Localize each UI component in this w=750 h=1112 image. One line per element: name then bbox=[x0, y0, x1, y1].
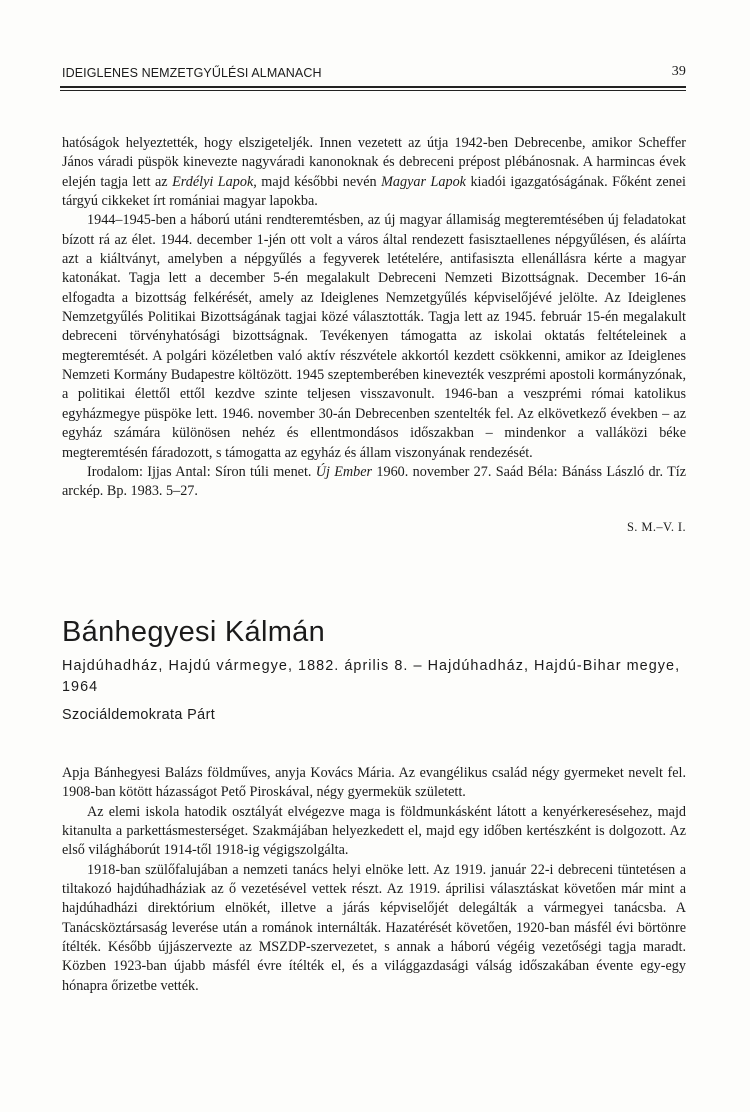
paragraph: 1944–1945-ben a háború utáni rendteremtésben, az új magyar államiság megteremtésében új feladatokat bízott rá az élet. 1944. december 1-jén ott volt a város által rendezett fasisztaellenes népgyűlésen, és aláírta azt a kiáltványt, amelyben a népgyűlés a fegyverek letételére, antifasiszta ellenállásra kérte a magyar katonákat. Tagja lett a december 5-én megalakult Debreceni Nemzeti Bizottságnak. December 16-án elfogadta a bizottság felkérését, amely az Ideiglenes Nemzetgyűlés képviselőjévé jelölte. Az Ideiglenes Nemzetgyűlés Politikai Bizottságának tagjai közé választották. Tagja lett az 1945. február 15-én megalakult debreceni törvényhatósági bizottságnak. Tevékenyen támogatta az iskolai oktatás feltételeinek a megteremtését. A polgári közéletben való aktív részvétele akkortól kezdett csökkenni, amikor az Ideiglenes Nemzeti Kormány Budapestre költözött. 1945 szeptemberében kinevezték veszprémi apostoli kormányzónak, a politikai élettől ettől kezdve szinte teljesen visszavonult. 1946-ban a veszprémi római katolikus egyházmegye püspöke lett. 1946. november 30-án Debrecenben szentelték fel. Az elkövetkező években – az egyház számára különösen nehéz és ellentmondásos időszakban – mindenkor a valláközi béke megteremtésén fáradozott, s támogatta az egyház és állam viszonyának rendezését. bbox=[62, 212, 686, 461]
italic-title: Új Ember bbox=[315, 463, 373, 480]
paragraph: Apja Bánhegyesi Balázs földműves, anyja Kovács Mária. Az evangélikus család négy gyermeket nevelt fel. 1908-ban kötött házasságot Pető Piroskával, négy gyermekük született. bbox=[62, 765, 686, 801]
running-head-title: IDEIGLENES NEMZETGYŰLÉSI ALMANACH bbox=[62, 66, 322, 80]
paragraph bbox=[62, 134, 686, 211]
header-rule-thin bbox=[60, 90, 686, 91]
text-run: hatóságok helyeztették, hogy elszigeteljék. Innen vezetett az útja 1942-ben Debrecenbe, amikor Scheffer János váradi püspök kinevezte nagyváradi kanonoknak és debreceni prépost plébánosnak. A harmincas évek elején tagja lett az bbox=[62, 135, 686, 190]
italic-title: Magyar Lapok bbox=[381, 173, 466, 190]
page-number: 39 bbox=[671, 64, 686, 79]
entry-body bbox=[62, 764, 686, 996]
text-run: Irodalom: Ijjas Antal: Síron túli menet. bbox=[87, 463, 316, 480]
header-rule-thick bbox=[60, 86, 686, 88]
text-run: majd későbbi nevén bbox=[256, 173, 382, 190]
entry-birth-death: Hajdúhadház, Hajdú vármegye, 1882. április 8. – Hajdúhadház, Hajdú-Bihar megye, 1964 bbox=[62, 658, 681, 695]
author-signature: S. M.–V. I. bbox=[626, 520, 686, 534]
entry-continuation bbox=[62, 134, 686, 502]
entry-party: Szociáldemokrata Párt bbox=[62, 707, 216, 723]
entry-heading: Bánhegyesi Kálmán bbox=[62, 616, 326, 648]
bibliography bbox=[62, 463, 686, 502]
paragraph: 1918-ban szülőfalujában a nemzeti tanács helyi elnöke lett. Az 1919. január 22-i debreceni tüntetésen a tiltakozó hajdúhadháziak az ő vezetésével vettek részt. Az 1919. áprilisi választáskat követően már mint a hajdúhadházi direktórium elnökét, illetve a járás képviselőjét delegálták a vármegyei tanácsba. A Tanácsköztársaság leverése után a románok internálták. Hazatérését követően, 1920-ban másfél évi börtönre ítélték. Később újjászervezte az MSZDP-szervezetet, s annak a háború végéig vezetőségi tagja maradt. Közben 1923-ban újabb másfél évre ítélték el, és a világgazdasági válság időszakában évente egy-egy hónapra őrizetbe vették. bbox=[62, 861, 686, 994]
text-run: 1960. november 27. Saád Béla: Bánáss László dr. Tíz arckép. Bp. 1983. 5–27. bbox=[62, 463, 686, 500]
paragraph: Az elemi iskola hatodik osztályát elvégezve maga is földmunkásként látott a kenyérkeresésehez, majd kitanulta a parkettásmesterséget. Szakmájában helyezkedett el, majd egy időben kertészként is dolgozott. Az első világháborút 1914-től 1918-ig végigszolgálta. bbox=[62, 803, 686, 859]
text-run: kiadói igazgatóságának. Főként zenei tárgyú cikkeket írt romániai magyar lapokba. bbox=[62, 173, 686, 210]
italic-title: Erdélyi Lapok, bbox=[172, 173, 257, 190]
